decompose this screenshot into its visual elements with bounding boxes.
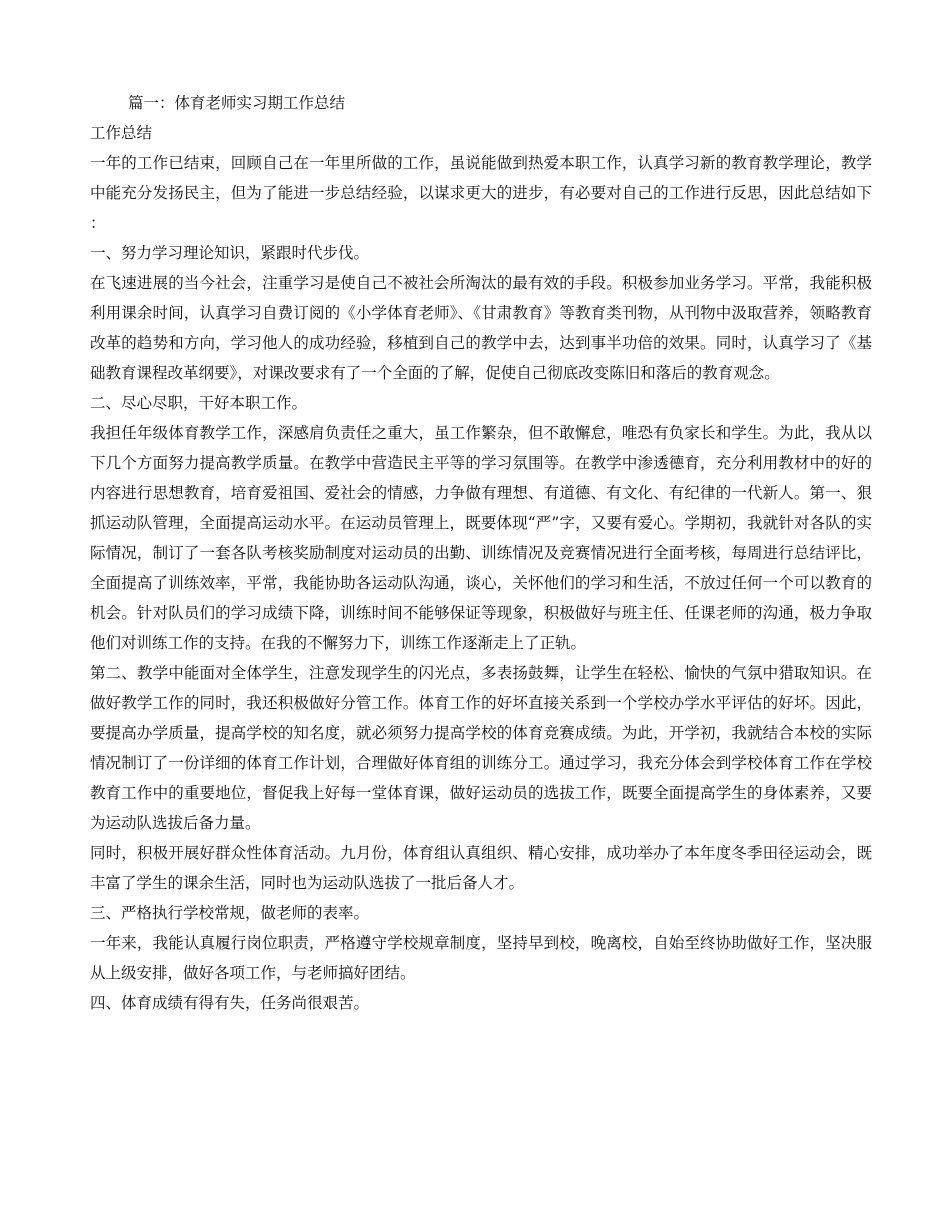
section-heading: 一、努力学习理论知识，紧跟时代步伐。 xyxy=(90,244,370,262)
section-heading: 四、体育成绩有得有失，任务尚很艰苦。 xyxy=(90,994,370,1012)
body-paragraph: 在飞速进展的当今社会，注重学习是使自己不被社会所淘汰的最有效的手段。积极参加业务学习。平常，我能积极利用课余时间，认真学习自费订阅的《小学体育老师》、《甘肃教育》等教育类刊物，从刊物中汲取营养，领略教育改革的趋势和方向，学习他人的成功经验，移植到自己的教学中去，达到事半功倍的效果。同时，认真学习了《基础教育课程改革纲要》，对课改要求有了一个全面的了解，促使自己彻底改变陈旧和落后的教育观念。 xyxy=(90,274,872,382)
document-title: 篇一：体育老师实习期工作总结 xyxy=(128,94,346,112)
body-paragraph: 我担任年级体育教学工作，深感肩负责任之重大，虽工作繁杂，但不敢懈怠，唯恐有负家长和学生。为此，我从以下几个方面努力提高教学质量。在教学中营造民主平等的学习氛围等。在教学中渗透德育，充分利用教材中的好的内容进行思想教育，培育爱祖国、爱社会的情感，力争做有理想、有道德、有文化、有纪律的一代新人。第一、狠抓运动队管理，全面提高运动水平。在运动员管理上，既要体现“严”字，又要有爱心。学期初，我就针对各队的实际情况，制订了一套各队考核奖励制度对运动员的出勤、训练情况及竞赛情况进行全面考核，每周进行总结评比，全面提高了训练效率，平常，我能协助各运动队沟通，谈心，关怀他们的学习和生活，不放过任何一个可以教育的机会。针对队员们的学习成绩下降，训练时间不能够保证等现象，积极做好与班主任、任课老师的沟通，极力争取他们对训练工作的支持。在我的不懈努力下，训练工作逐渐走上了正轨。 xyxy=(90,424,872,652)
body-paragraph: 同时，积极开展好群众性体育活动。九月份，体育组认真组织、精心安排，成功举办了本年度冬季田径运动会，既丰富了学生的课余生活，同时也为运动队选拔了一批后备人才。 xyxy=(90,844,872,892)
body-paragraph: 第二、教学中能面对全体学生，注意发现学生的闪光点，多表扬鼓舞，让学生在轻松、愉快的气氛中猎取知识。在做好教学工作的同时，我还积极做好分管工作。体育工作的好坏直接关系到一个学校办学水平评估的好坏。因此，要提高办学质量，提高学校的知名度，就必须努力提高学校的体育竞赛成绩。为此，开学初，我就结合本校的实际情况制订了一份详细的体育工作计划，合理做好体育组的训练分工。通过学习，我充分体会到学校体育工作在学校教育工作中的重要地位，督促我上好每一堂体育课，做好运动员的选拔工作，既要全面提高学生的身体素养，又要为运动队选拔后备力量。 xyxy=(90,664,872,832)
section-heading: 二、尽心尽职，干好本职工作。 xyxy=(90,394,308,412)
body-paragraph: 一年的工作已结束，回顾自己在一年里所做的工作，虽说能做到热爱本职工作，认真学习新的教育教学理论，教学中能充分发扬民主，但为了能进一步总结经验，以谋求更大的进步，有必要对自己的工作进行反思，因此总结如下： xyxy=(90,154,872,232)
body-paragraph: 一年来，我能认真履行岗位职责，严格遵守学校规章制度，坚持早到校，晚离校，自始至终协助做好工作，坚决服从上级安排，做好各项工作，与老师搞好团结。 xyxy=(90,934,872,982)
section-heading: 工作总结 xyxy=(90,124,153,142)
document-body xyxy=(90,88,872,1018)
section-heading: 三、严格执行学校常规，做老师的表率。 xyxy=(90,904,370,922)
